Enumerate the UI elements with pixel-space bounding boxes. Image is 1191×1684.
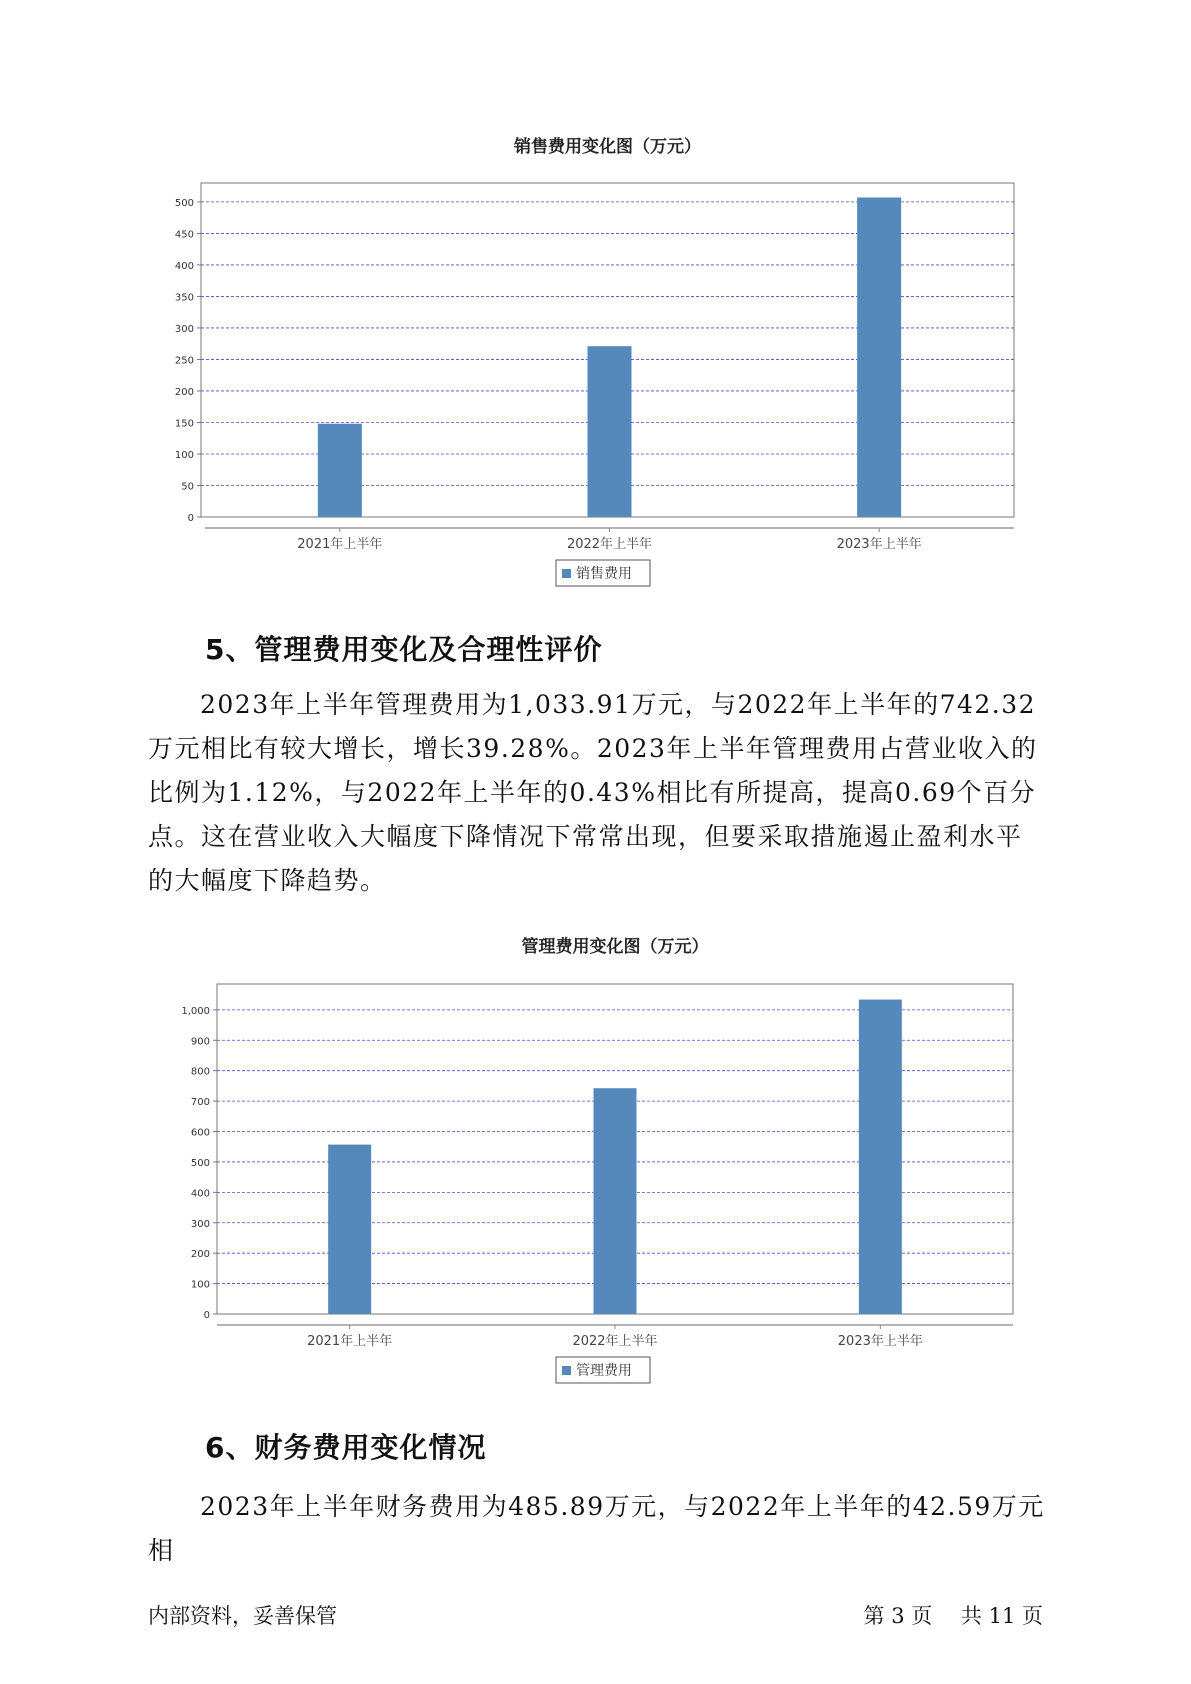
y-tick-label: 900 (190, 1036, 210, 1048)
y-tick-label: 1,000 (181, 1005, 210, 1017)
y-tick-label: 500 (174, 197, 194, 209)
legend-swatch (562, 1366, 571, 1375)
legend-label: 销售费用 (576, 566, 632, 582)
footer-page-info (858, 1600, 1043, 1630)
y-tick-label: 200 (174, 386, 194, 398)
y-tick-label: 600 (190, 1127, 210, 1139)
footer-page-number: 第 3 页 (863, 1604, 933, 1628)
legend-swatch (562, 569, 571, 578)
y-tick-label: 0 (187, 513, 194, 524)
x-tick-label: 2022年上半年 (572, 1334, 658, 1349)
y-tick-label: 100 (174, 449, 194, 461)
x-tick-label: 2022年上半年 (566, 537, 653, 552)
footer-total-pages: 共 11 页 (960, 1604, 1043, 1628)
y-tick-label: 50 (181, 481, 194, 493)
y-tick-label: 100 (190, 1279, 210, 1291)
footer-confidential-note: 内部资料，妥善保管 (148, 1604, 337, 1628)
chart-title: 管理费用变化图（万元） (521, 937, 709, 957)
y-tick-label: 450 (174, 229, 194, 241)
sales-expense-chart (0, 125, 1191, 595)
management-expense-chart (0, 925, 1191, 1395)
section-5-heading: 5、管理费用变化及合理性评价 (205, 633, 603, 666)
y-tick-label: 150 (174, 418, 194, 430)
bar (588, 346, 632, 517)
x-tick-label: 2021年上半年 (297, 537, 383, 552)
sales-expense-chart-svg (0, 125, 1191, 595)
y-tick-label: 700 (190, 1097, 210, 1109)
legend-label: 管理费用 (576, 1363, 632, 1379)
bar (318, 424, 362, 517)
bar (328, 1145, 371, 1314)
section-6-paragraph: 2023年上半年财务费用为485.89万元，与2022年上半年的42.59万元相 (148, 1492, 1045, 1565)
bar (857, 197, 901, 517)
x-tick-label: 2023年上半年 (836, 537, 922, 552)
y-tick-label: 500 (190, 1157, 210, 1169)
y-tick-label: 0 (203, 1310, 210, 1321)
y-tick-label: 300 (190, 1218, 210, 1230)
x-tick-label: 2023年上半年 (837, 1334, 923, 1349)
y-tick-label: 300 (174, 323, 194, 335)
y-tick-label: 800 (190, 1066, 210, 1078)
chart-title: 销售费用变化图（万元） (514, 137, 701, 157)
y-tick-label: 400 (174, 260, 194, 272)
bar (594, 1088, 637, 1314)
y-tick-label: 200 (190, 1249, 210, 1261)
x-tick-label: 2021年上半年 (307, 1334, 393, 1349)
section-6-heading: 6、财务费用变化情况 (205, 1431, 487, 1464)
section-5-paragraph: 2023年上半年管理费用为1,033.91万元，与2022年上半年的742.32万元相比有较大增长，增长39.28%。2023年上半年管理费用占营业收入的比例为1.12%，与2022年上半年的0.43%相比有所提高，提高0.69个百分点。这在营业收入大幅度下降情况下常常出现，但要采取措施遏止盈利水平的大幅度下降趋势。 (148, 690, 1038, 895)
management-expense-chart-svg (0, 925, 1191, 1395)
y-tick-label: 350 (174, 292, 194, 304)
y-tick-label: 400 (190, 1188, 210, 1200)
y-tick-label: 250 (174, 355, 194, 367)
bar (859, 1000, 902, 1314)
